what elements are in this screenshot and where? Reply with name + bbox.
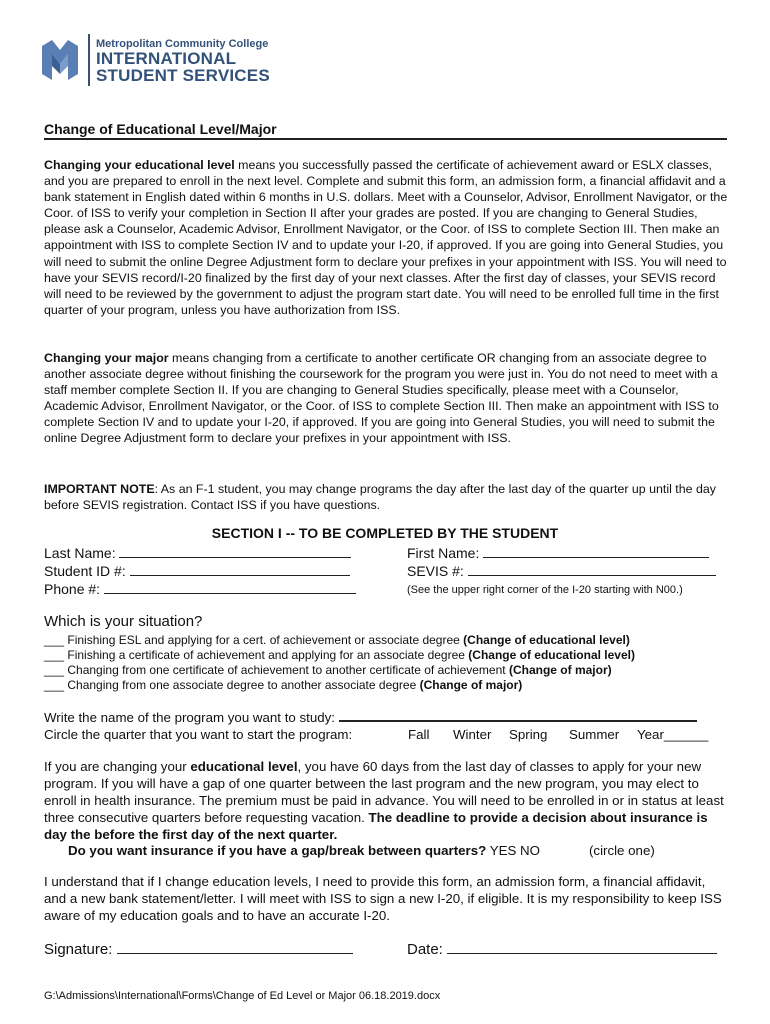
date-row	[407, 941, 717, 958]
quarter-label: Circle the quarter that you want to start the program:	[44, 727, 353, 742]
para1-text: means you successfully passed the certificate of achievement award or ESLX classes, and you are prepared to enroll in the next level. Complete and submit this form, an admission form, a financial affidavit and a bank statement in English dated within 6 months in U.S. dollars. Meet with a Counselor, Advisor, Enrollment Navigator, or the Coor. of ISS to verify your completion in Section II after your grades are posted. If you are changing to General Studies, please ask a Counselor, Academic Advisor, Enrollment Navigator, or the Coor. of ISS to complete Section III. Then make an appointment with ISS to complete Section IV and to update your I-20, if approved. If you are going into General Studies, you will need to submit the online Degree Adjustment form to declare your prefixes in your appointment with ISS. You will need to have your SEVIS record/I-20 finalized by the first day of your next classes. After the first day of classes, your SEVIS record will need to be reviewed by the government to adjust the program start date. You will need to be enrolled full time in the first quarter of your program, unless you have authorization from ISS.	[44, 158, 728, 317]
logo-divider	[88, 34, 90, 86]
insurance-paragraph	[44, 758, 728, 843]
insurance-circle-note: (circle one)	[589, 843, 655, 858]
para1-bold: Changing your educational level	[44, 158, 235, 172]
title-rule	[44, 138, 727, 140]
para2-text: means changing from a certificate to another certificate OR changing from an associate degree to another associate degree without finishing the coursework for the program you were just in. You do not need to meet with a staff member complete Section II. If you are changing to General Studies specifically, please meet with a Counselor, Academic Advisor, Enrollment Navigator, or the Coor. of ISS to complete Section III. Then make an appointment with ISS to complete Section IV and to update your I-20, if approved. If you are going into General Studies, you will need to submit the online Degree Adjustment form to declare your prefixes in your appointment with ISS.	[44, 351, 719, 446]
option-text: Finishing ESL and applying for a cert. of achievement or associate degree	[64, 633, 464, 647]
last-name-row	[44, 545, 351, 562]
insurance-text-2: , you have 60 days from the last day of classes to apply for your new program. If you will have a gap of one quarter between the last program and the new program, you may elect to enroll in health insurance. The premium must be paid in advance. You will need to be enrolled in or in status at least three consecutive quarters before requesting vacation.	[44, 759, 724, 825]
quarter-fall[interactable]: Fall	[408, 727, 430, 742]
quarter-winter[interactable]: Winter	[453, 727, 492, 742]
paragraph-major	[44, 350, 728, 447]
program-row	[44, 709, 697, 726]
date-label: Date:	[407, 941, 443, 958]
office-name	[96, 50, 270, 84]
program-field[interactable]	[339, 709, 697, 722]
sevis-hint: (See the upper right corner of the I-20 starting with N00.)	[407, 584, 683, 596]
option-blank: ___	[44, 633, 65, 647]
option-tag: (Change of educational level)	[468, 648, 635, 662]
important-note	[44, 481, 728, 513]
insurance-bold-1: educational level	[190, 759, 298, 774]
mcc-logo-icon	[42, 40, 78, 80]
quarter-spring[interactable]: Spring	[509, 727, 548, 742]
paragraph-educational-level	[44, 157, 728, 318]
option-text: Finishing a certificate of achievement and applying for an associate degree	[64, 648, 469, 662]
insurance-text-1: If you are changing your	[44, 759, 191, 774]
phone-row	[44, 581, 356, 598]
signature-label: Signature:	[44, 941, 113, 958]
option-tag: (Change of educational level)	[463, 633, 630, 647]
first-name-field[interactable]	[483, 545, 709, 558]
last-name-label: Last Name:	[44, 545, 116, 561]
quarter-summer[interactable]: Summer	[569, 727, 620, 742]
sevis-label: SEVIS #:	[407, 563, 464, 579]
option-blank: ___	[44, 648, 65, 662]
para2-bold: Changing your major	[44, 351, 169, 365]
insurance-deadline: The deadline to provide a decision about insurance is day the before the first day of the next quarter.	[44, 810, 708, 842]
option-blank: ___	[44, 678, 65, 692]
option-blank: ___	[44, 663, 65, 677]
situation-option-1[interactable]	[44, 633, 630, 648]
student-id-label: Student ID #:	[44, 563, 126, 579]
student-id-row	[44, 563, 350, 580]
program-label: Write the name of the program you want to study:	[44, 710, 335, 725]
first-name-label: First Name:	[407, 545, 480, 561]
phone-label: Phone #:	[44, 581, 101, 597]
option-tag: (Change of major)	[508, 663, 612, 677]
quarter-year[interactable]: Year______	[637, 727, 709, 742]
insurance-question: Do you want insurance if you have a gap/break between quarters?	[68, 843, 487, 858]
sevis-field[interactable]	[468, 563, 716, 576]
college-name: Metropolitan Community College	[96, 38, 269, 50]
option-text: Changing from one certificate of achievement to another certificate of achievement	[64, 663, 509, 677]
note-bold: IMPORTANT NOTE	[44, 482, 155, 496]
form-title: Change of Educational Level/Major	[44, 121, 277, 137]
insurance-question-row	[68, 842, 540, 859]
signature-field[interactable]	[117, 941, 353, 954]
file-path-footer: G:\Admissions\International\Forms\Change of Ed Level or Major 06.18.2019.docx	[44, 990, 441, 1002]
office-name-line1: INTERNATIONAL	[96, 49, 237, 68]
section1-title: SECTION I -- TO BE COMPLETED BY THE STUDENT	[211, 525, 559, 541]
acknowledgement: I understand that if I change education levels, I need to provide this form, an admission form, a financial affidavit, and a new bank statement/letter. I will meet with ISS to sign a new I-20, if eligible. It is my responsibility to keep ISS aware of my education goals and to have an accurate I-20.	[44, 874, 722, 923]
situation-option-2[interactable]	[44, 648, 635, 663]
student-id-field[interactable]	[130, 563, 350, 576]
phone-field[interactable]	[104, 581, 356, 594]
last-name-field[interactable]	[119, 545, 351, 558]
situation-question: Which is your situation?	[44, 613, 203, 630]
signature-row	[44, 941, 353, 958]
first-name-row	[407, 545, 709, 562]
note-text: : As an F-1 student, you may change programs the day after the last day of the quarter up until the day before SEVIS registration. Contact ISS if you have questions.	[44, 482, 716, 513]
office-name-line2: STUDENT SERVICES	[96, 66, 270, 85]
insurance-yes-no[interactable]: YES NO	[489, 843, 540, 858]
situation-option-4[interactable]	[44, 678, 522, 693]
option-text: Changing from one associate degree to another associate degree	[64, 678, 420, 692]
sevis-row	[407, 563, 716, 580]
situation-option-3[interactable]	[44, 663, 612, 678]
date-field[interactable]	[447, 941, 717, 954]
option-tag: (Change of major)	[419, 678, 523, 692]
